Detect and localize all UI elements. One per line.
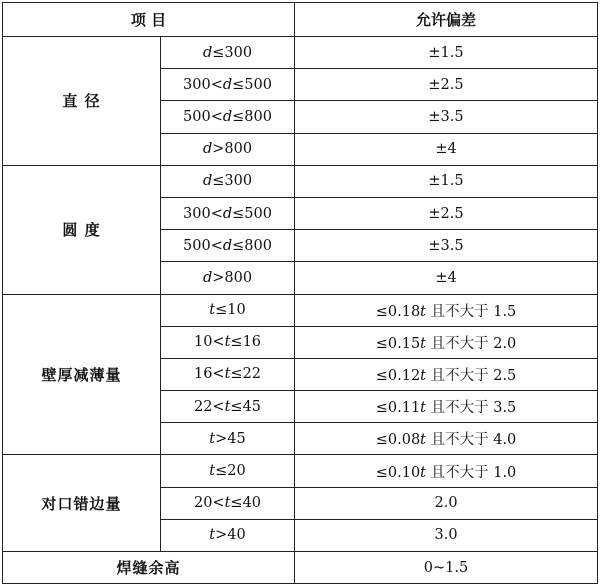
tolerance-text: ≤0.12 [375, 367, 421, 384]
condition-cell [161, 487, 295, 519]
table-row [3, 165, 598, 197]
condition-variable: t [209, 527, 216, 544]
condition-variable: t [209, 430, 216, 447]
group-name: 对口错边量 [3, 455, 161, 552]
condition-text: 300< [183, 205, 223, 222]
condition-text: ≤800 [232, 237, 272, 254]
table-body [3, 37, 598, 552]
condition-text: ≤40 [230, 495, 262, 512]
tolerance-cell: ±3.5 [295, 101, 598, 133]
condition-text: ≤20 [215, 463, 246, 480]
tolerance-cell [295, 358, 598, 390]
tolerance-variable: t [420, 303, 426, 320]
condition-cell [161, 197, 295, 229]
condition-text: >40 [215, 527, 246, 544]
tolerance-cell [295, 326, 598, 358]
condition-text: 10< [193, 334, 225, 351]
tolerance-text: 且不大于 1.0 [426, 464, 517, 481]
condition-text: 22< [193, 398, 225, 415]
tolerance-text: ≤0.15 [375, 335, 421, 352]
tolerance-cell: ±4 [295, 262, 598, 294]
condition-cell [161, 262, 295, 294]
tolerance-cell: ±2.5 [295, 197, 598, 229]
weld-reinforcement-label: 焊缝余高 [3, 552, 295, 584]
tolerance-cell [295, 423, 598, 455]
condition-text: ≤500 [232, 205, 272, 222]
tolerance-table [2, 2, 598, 584]
condition-text: ≤300 [212, 44, 253, 61]
condition-text: ≤10 [215, 302, 246, 319]
tolerance-cell: 3.0 [295, 519, 598, 551]
group-name: 直 径 [3, 37, 161, 166]
condition-variable: d [222, 76, 233, 93]
condition-text: >800 [212, 269, 253, 286]
condition-cell [161, 423, 295, 455]
tolerance-text: 且不大于 3.5 [426, 400, 517, 417]
tolerance-variable: t [420, 335, 426, 352]
tolerance-variable: t [420, 367, 426, 384]
table-row [3, 37, 598, 69]
table-row [3, 294, 598, 326]
tolerance-cell: ±2.5 [295, 69, 598, 101]
condition-cell [161, 455, 295, 487]
tolerance-cell [295, 391, 598, 423]
tolerance-cell: ±3.5 [295, 230, 598, 262]
condition-text: ≤45 [230, 398, 262, 415]
table-row [3, 455, 598, 487]
condition-variable: t [224, 495, 231, 512]
condition-variable: d [222, 205, 233, 222]
tolerance-variable: t [420, 464, 426, 481]
header-tolerance: 允许偏差 [295, 3, 598, 37]
condition-text: 500< [183, 237, 223, 254]
header-item: 项 目 [3, 3, 295, 37]
condition-cell [161, 165, 295, 197]
group-name: 壁厚减薄量 [3, 294, 161, 455]
tolerance-cell: ±1.5 [295, 165, 598, 197]
condition-cell [161, 230, 295, 262]
tolerance-cell [295, 455, 598, 487]
tolerance-cell: 2.0 [295, 487, 598, 519]
condition-variable: d [222, 237, 233, 254]
condition-text: >45 [215, 430, 246, 447]
header-row [3, 3, 598, 37]
weld-reinforcement-tolerance: 0~1.5 [295, 552, 598, 584]
condition-cell [161, 133, 295, 165]
condition-text: 500< [183, 108, 223, 125]
tolerance-text: 且不大于 2.0 [426, 335, 517, 352]
tolerance-variable: t [420, 400, 426, 417]
tolerance-variable: t [420, 432, 426, 449]
condition-text: ≤800 [232, 108, 272, 125]
condition-cell [161, 391, 295, 423]
condition-variable: t [209, 463, 216, 480]
condition-cell [161, 101, 295, 133]
tolerance-text: ≤0.10 [375, 464, 421, 481]
condition-text: 20< [193, 495, 225, 512]
condition-text: >800 [212, 141, 253, 158]
condition-cell [161, 294, 295, 326]
condition-text: ≤300 [212, 173, 253, 190]
condition-text: 300< [183, 76, 223, 93]
condition-cell [161, 519, 295, 551]
group-name: 圆 度 [3, 165, 161, 294]
condition-cell [161, 37, 295, 69]
condition-variable: t [224, 398, 231, 415]
condition-text: ≤500 [232, 76, 272, 93]
condition-variable: d [202, 44, 213, 61]
condition-text: ≤22 [230, 366, 262, 383]
tolerance-text: ≤0.18 [375, 303, 421, 320]
condition-cell [161, 326, 295, 358]
condition-variable: d [202, 141, 213, 158]
condition-variable: d [202, 269, 213, 286]
tolerance-text: ≤0.08 [375, 432, 421, 449]
tolerance-cell: ±4 [295, 133, 598, 165]
tolerance-text: 且不大于 2.5 [426, 367, 517, 384]
condition-variable: t [224, 366, 231, 383]
tolerance-cell: ±1.5 [295, 37, 598, 69]
tolerance-text: ≤0.11 [375, 400, 421, 417]
tolerance-cell [295, 294, 598, 326]
footer-row [3, 552, 598, 584]
condition-cell [161, 358, 295, 390]
condition-variable: t [209, 302, 216, 319]
condition-cell [161, 69, 295, 101]
condition-variable: t [224, 334, 231, 351]
tolerance-text: 且不大于 4.0 [426, 432, 517, 449]
condition-variable: d [222, 108, 233, 125]
condition-text: 16< [193, 366, 225, 383]
condition-variable: d [202, 173, 213, 190]
tolerance-text: 且不大于 1.5 [426, 303, 517, 320]
condition-text: ≤16 [230, 334, 262, 351]
